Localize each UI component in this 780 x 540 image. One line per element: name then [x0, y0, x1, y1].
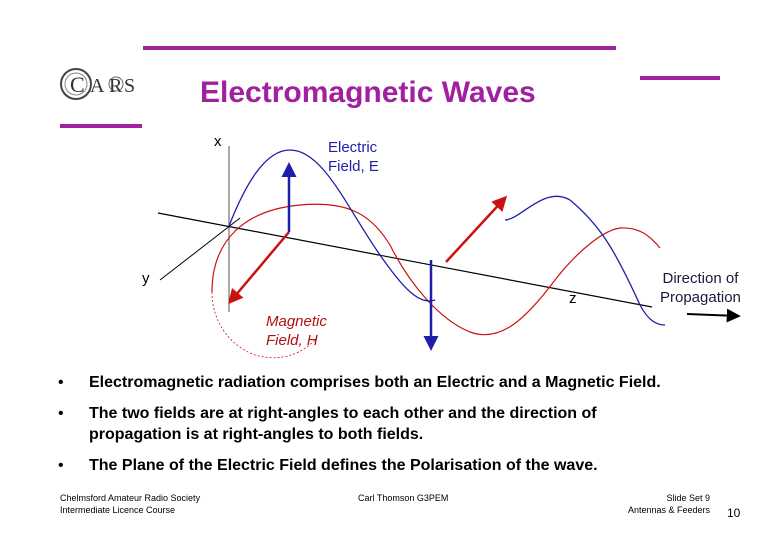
magnetic-field-arrow-right [446, 198, 505, 262]
footer-slide-set: Slide Set 9 [666, 493, 710, 503]
bullet-text: The two fields are at right-angles to each other and the direction of propagation is at right-angles to both fields. [89, 405, 597, 443]
footer-society: Chelmsford Amateur Radio Society [60, 493, 201, 503]
bullet-item [58, 455, 758, 476]
magnetic-field-label-line1: Magnetic [266, 313, 327, 330]
svg-text:S: S [124, 75, 136, 97]
footer-author: Carl Thomson G3PEM [358, 493, 449, 503]
direction-label-line1: Direction of [662, 270, 739, 287]
propagation-arrow [687, 314, 738, 316]
bullet-text: Electromagnetic radiation comprises both an Electric and a Magnetic Field. [89, 374, 661, 391]
magnetic-field-label [266, 312, 327, 350]
bullet-item [58, 372, 758, 393]
svg-text:C: C [70, 72, 85, 97]
y-axis [160, 218, 240, 280]
axis-z-label: z [569, 290, 577, 307]
bullet-text: The Plane of the Electric Field defines the Polarisation of the wave. [89, 457, 598, 474]
page-number: 10 [727, 506, 741, 520]
footer-left [60, 492, 200, 516]
z-axis [158, 213, 652, 307]
svg-text:A: A [90, 75, 105, 97]
slide-title: Electromagnetic Waves [200, 76, 536, 109]
axis-y-label: y [142, 270, 150, 287]
svg-text:R: R [109, 75, 123, 97]
electric-field-label-line1: Electric [328, 139, 378, 156]
axis-x-label: x [214, 133, 222, 150]
bullet-marker: • [58, 374, 64, 391]
magnetic-field-arrow-left [230, 232, 289, 302]
electric-field-label [328, 138, 379, 176]
bullet-marker: • [58, 405, 64, 422]
direction-of-propagation-label [660, 269, 741, 307]
footer-right [600, 492, 710, 516]
bullet-item [58, 403, 758, 445]
footer-course: Intermediate Licence Course [60, 505, 176, 515]
bullet-marker: • [58, 457, 64, 474]
direction-label-line2: Propagation [660, 289, 741, 306]
bullet-list [58, 372, 758, 486]
footer-topic: Antennas & Feeders [627, 505, 710, 515]
magnetic-field-label-line2: Field, H [266, 332, 318, 349]
electric-field-label-line2: Field, E [328, 158, 379, 175]
